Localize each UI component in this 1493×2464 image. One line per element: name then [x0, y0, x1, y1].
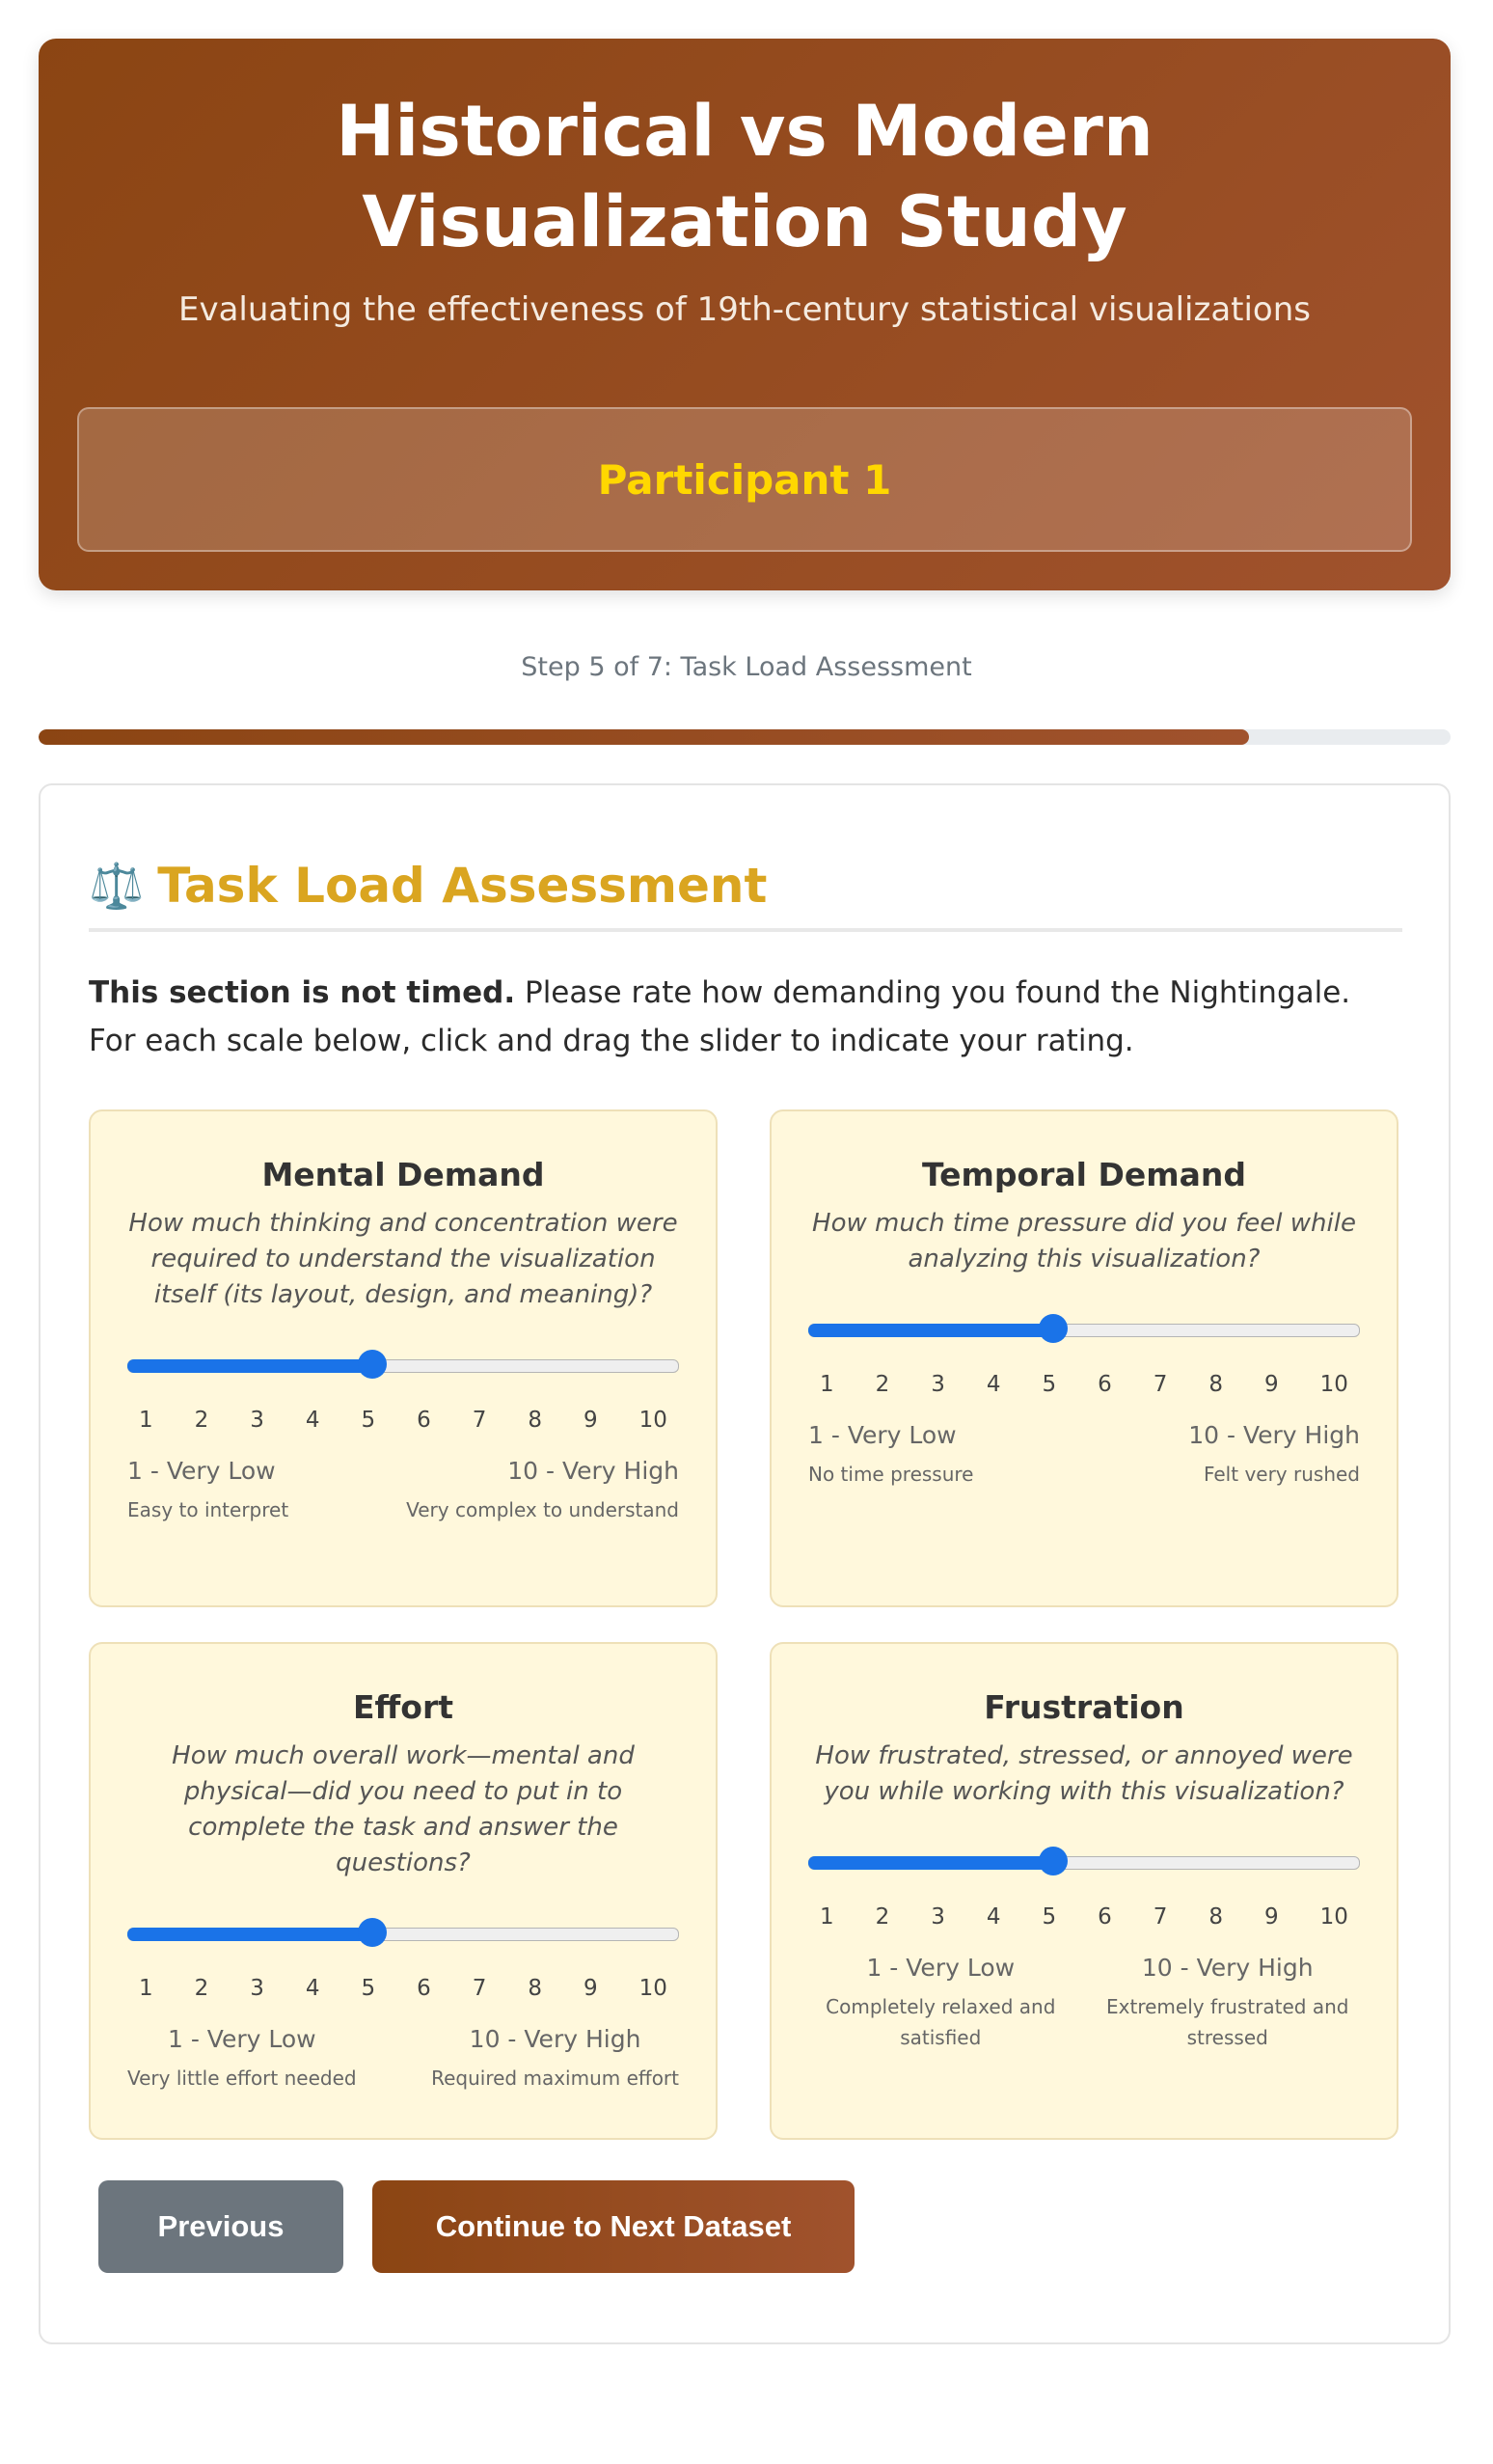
tick-label: 10: [1319, 1904, 1348, 1930]
high-anchor: [1188, 1418, 1360, 1490]
tick-label: 3: [931, 1372, 945, 1397]
high-description: Required maximum effort: [431, 2067, 679, 2090]
assessment-card: [39, 783, 1451, 2344]
scale-anchors: [808, 1418, 1360, 1490]
instructions-bold: This section is not timed.: [89, 975, 516, 1010]
tick-label: 10: [638, 1408, 667, 1433]
tick-label: 8: [528, 1976, 543, 2001]
low-description: Very little effort needed: [127, 2067, 357, 2090]
low-description: No time pressure: [808, 1463, 974, 1486]
slider-thumb[interactable]: [1039, 1847, 1068, 1875]
scale-anchors: [127, 2022, 679, 2094]
slider-fill: [808, 1324, 1053, 1337]
tick-label: 10: [1319, 1372, 1348, 1397]
tick-label: 8: [528, 1408, 543, 1433]
high-label: 10 - Very High: [507, 1457, 679, 1485]
scale-anchors: [808, 1951, 1360, 2053]
tick-label: 1: [820, 1904, 834, 1930]
tick-label: 4: [986, 1372, 1001, 1397]
study-header: [39, 39, 1451, 590]
scale-ticks: [808, 1372, 1360, 1397]
tick-label: 4: [305, 1408, 320, 1433]
tick-label: 4: [305, 1976, 320, 2001]
tick-label: 8: [1208, 1372, 1224, 1397]
section-divider: [89, 928, 1402, 932]
low-label: 1 - Very Low: [866, 1954, 1016, 1982]
scale-question: How much time pressure did you feel while analyzing this visualization?: [812, 1209, 1356, 1273]
page-subtitle: Evaluating the effectiveness of 19th-century statistical visualizations: [177, 290, 1311, 329]
scale-card-effort: [89, 1642, 718, 2140]
low-label: 1 - Very Low: [167, 2025, 316, 2053]
slider-fill: [127, 1928, 372, 1941]
tick-label: 6: [1098, 1372, 1112, 1397]
tick-label: 7: [1153, 1904, 1168, 1930]
tick-label: 5: [1042, 1904, 1057, 1930]
tick-label: 9: [1264, 1904, 1279, 1930]
progress-bar-fill: [39, 729, 1249, 745]
slider-fill: [808, 1856, 1053, 1870]
tick-label: 3: [250, 1408, 264, 1433]
low-anchor: [808, 1951, 1073, 2053]
tick-label: 6: [417, 1976, 431, 2001]
high-label: 10 - Very High: [469, 2025, 641, 2053]
slider-thumb[interactable]: [358, 1350, 387, 1379]
scale-question: How much thinking and concentration were required to understand the visualization itself (its layout, design, and meaning)?: [128, 1209, 678, 1309]
tick-label: 6: [1098, 1904, 1112, 1930]
instructions-text: [89, 969, 1402, 1065]
tick-label: 9: [584, 1408, 598, 1433]
slider-fill: [127, 1359, 372, 1373]
high-description: Very complex to understand: [406, 1498, 679, 1521]
progress-bar: [39, 729, 1451, 745]
tick-label: 2: [875, 1904, 890, 1930]
scale-ticks: [127, 1976, 679, 2001]
low-label: 1 - Very Low: [808, 1421, 957, 1449]
high-anchor: [406, 1454, 679, 1525]
tick-label: 7: [472, 1976, 487, 2001]
tick-label: 8: [1208, 1904, 1224, 1930]
tick-label: 7: [1153, 1372, 1168, 1397]
high-anchor: [1095, 1951, 1360, 2053]
continue-button[interactable]: Continue to Next Dataset: [372, 2180, 855, 2273]
tick-label: 1: [139, 1408, 153, 1433]
tick-label: 3: [250, 1976, 264, 2001]
temporal-demand-slider[interactable]: [808, 1314, 1360, 1345]
tick-label: 5: [1042, 1372, 1057, 1397]
scale-ticks: [808, 1904, 1360, 1930]
scale-title: Frustration: [984, 1688, 1184, 1726]
scale-card-temporal-demand: [770, 1109, 1398, 1607]
low-anchor: [127, 2022, 357, 2094]
previous-button[interactable]: Previous: [98, 2180, 343, 2273]
tick-label: 1: [820, 1372, 834, 1397]
low-description: Completely relaxed and satisfied: [826, 1995, 1056, 2049]
scale-question: How frustrated, stressed, or annoyed were you while working with this visualization?: [815, 1741, 1353, 1806]
tick-label: 2: [875, 1372, 890, 1397]
scale-title: Mental Demand: [261, 1156, 545, 1193]
tick-label: 9: [1264, 1372, 1279, 1397]
tick-label: 4: [986, 1904, 1001, 1930]
tick-label: 2: [194, 1976, 209, 2001]
tick-label: 5: [361, 1976, 376, 2001]
scale-card-frustration: [770, 1642, 1398, 2140]
scale-title: Temporal Demand: [921, 1156, 1247, 1193]
tick-label: 1: [139, 1976, 153, 2001]
low-description: Easy to interpret: [127, 1498, 289, 1521]
balance-scale-icon: ⚖️: [89, 859, 145, 912]
tick-label: 5: [361, 1408, 376, 1433]
page-title: Historical vs Modern Visualization Study: [336, 91, 1154, 263]
section-heading: [89, 847, 767, 924]
high-description: Extremely frustrated and stressed: [1106, 1995, 1349, 2049]
low-anchor: [127, 1454, 288, 1525]
high-label: 10 - Very High: [1188, 1421, 1360, 1449]
tick-label: 6: [417, 1408, 431, 1433]
slider-thumb[interactable]: [358, 1918, 387, 1947]
tick-label: 3: [931, 1904, 945, 1930]
tick-label: 10: [638, 1976, 667, 2001]
low-label: 1 - Very Low: [127, 1457, 276, 1485]
step-indicator: Step 5 of 7: Task Load Assessment: [521, 652, 972, 682]
scale-question: How much overall work—mental and physical—did you need to put in to complete the task and answer the questions?: [172, 1741, 635, 1877]
frustration-slider[interactable]: [808, 1847, 1360, 1877]
high-anchor: [431, 2022, 679, 2094]
scale-title: Effort: [353, 1688, 453, 1726]
participant-label: Participant 1: [597, 455, 892, 504]
instructions-rest: Please rate how demanding you found the Nightingale. For each scale below, click and drag the slider to indicate your rating.: [89, 975, 1351, 1058]
participant-badge: [77, 407, 1412, 552]
scale-card-mental-demand: [89, 1109, 718, 1607]
tick-label: 2: [194, 1408, 209, 1433]
tick-label: 9: [584, 1976, 598, 2001]
low-anchor: [808, 1418, 973, 1490]
high-description: Felt very rushed: [1203, 1463, 1360, 1486]
scale-anchors: [127, 1454, 679, 1525]
scale-ticks: [127, 1408, 679, 1433]
effort-slider[interactable]: [127, 1918, 679, 1949]
high-label: 10 - Very High: [1141, 1954, 1314, 1982]
section-title: Task Load Assessment: [157, 858, 768, 914]
tick-label: 7: [472, 1408, 487, 1433]
slider-thumb[interactable]: [1039, 1314, 1068, 1343]
mental-demand-slider[interactable]: [127, 1350, 679, 1381]
